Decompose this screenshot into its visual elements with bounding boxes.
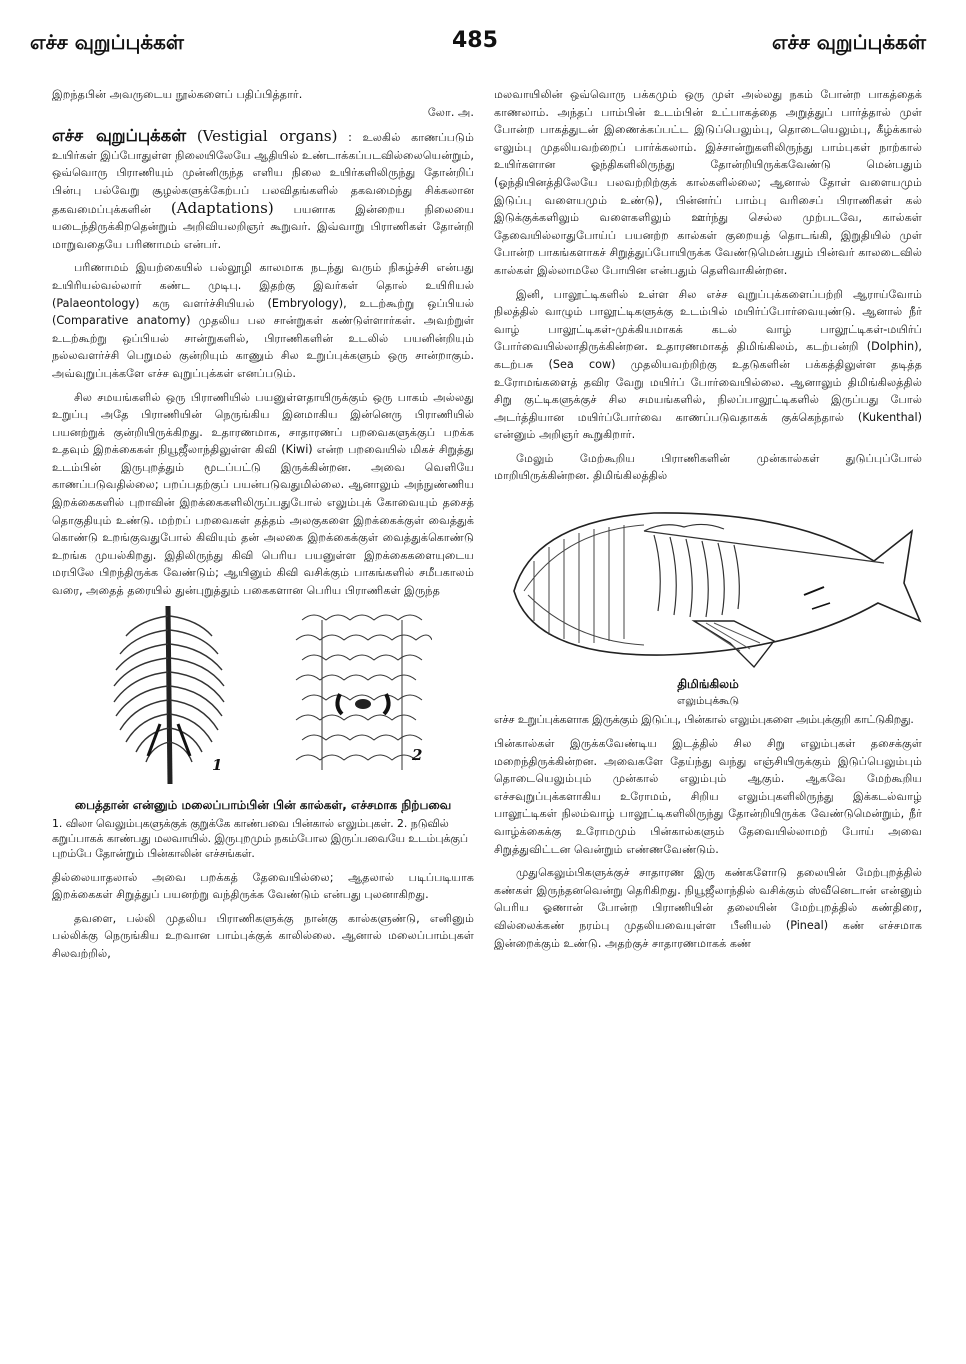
paragraph: மேலும் மேற்கூறிய பிராணிகளின் முன்கால்கள் துடுப்புப்போல் மாறியிருக்கின்றன. திமிங்கிலத்தில் bbox=[494, 451, 922, 483]
paragraph: தவளை, பல்லி முதலிய பிராணிகளுக்கு நான்கு கால்களுண்டு, எனினும் பல்லிக்கு நெருங்கிய உறவான பாம்புக்குக் காலில்லை. ஆனால் மலைப்பாம்புகள் சிலவற்றில், bbox=[52, 911, 474, 960]
running-head-left: எச்ச வுறுப்புக்கள் bbox=[30, 30, 184, 54]
page-number: 485 bbox=[452, 28, 498, 53]
python-figure-caption-text: 1. விலா வெலும்புகளுக்குக் குறுக்கே காண்பவை பின்கால் எலும்புகள். 2. நடுவில் கறுப்பாகக் காண்பது மலவாயில். இருபுறமும் நகம்போல இருப்பவையே உடம்புக்குப் புறம்பே தோன்றும் பின்காலின் எச்சங்கள். bbox=[52, 816, 468, 860]
whale-figure-caption-title: திமிங்கிலம் bbox=[677, 677, 739, 692]
figure-label-2: 2 bbox=[412, 745, 423, 764]
paragraph-text: பயனாக இன்றைய நிலையை யடைந்திருக்கிறதென்றும் அறிவியலறிஞர் கூறுவர். இவ்வாறு பிராணிகள் தோன்றி மாறுவதையே பரிணாமம் என்பர். bbox=[52, 202, 475, 251]
paragraph-text: இறந்தபின் அவருடைய நூல்களைப் பதிப்பித்தார். bbox=[52, 88, 303, 101]
whale-figure-caption-text: எச்ச உறுப்புக்களாக இருக்கும் இடுப்பு, பின்கால் எலும்புகளை அம்புக்குறி காட்டுகிறது. bbox=[494, 713, 914, 727]
latin-term: (Adaptations) bbox=[170, 198, 274, 217]
entry-latin-term: (Vestigial organs) bbox=[196, 127, 338, 146]
entry-headword: எச்ச வுறுப்புக்கள் bbox=[52, 126, 187, 146]
paragraph: இனி, பாலூட்டிகளில் உள்ள சில எச்ச வுறுப்புக்களைப்பற்றி ஆராய்வோம் நிலத்தில் வாழும் பாலூட்டிகளுக்கு உடம்பில் மயிர்ப்போர்வையுண்டு. ஆனால் நீர் வாழ் பாலூட்டிகள்-முக்கியமாகக் கடல் வாழ் பாலூட்டிகள்-மயிர்ப் போர்வையில்லாதிருக்கின்றன. உதாரணமாகத் திமிங்கிலம், கடற்பன்றி (Dolphin), கடற்பசு (Sea cow) முதலியவற்றிற்கு உதடுகளின் பக்கத்திலுள்ள தடித்த உரோமங்களைத் தவிர வேறு மயிர்ப் போர்வையில்லை. ஆனாலும் திமிங்கிலத்தில் சிறு குட்டிகளுக்குச் சில சமயங்களில், நிலப்பாலூட்டிகளில் இருப்பது போல் அடர்த்தியான மயிர்ப்போர்வை காணப்படுவதாகக் குக்கெந்தால் (Kukenthal) என்னும் அறிஞர் கூறுகிறார். bbox=[494, 287, 922, 442]
left-column bbox=[52, 86, 474, 969]
running-head-right: எச்ச வுறுப்புக்கள் bbox=[772, 30, 926, 54]
whale-skeleton-illustration bbox=[494, 491, 922, 671]
right-column bbox=[494, 86, 922, 958]
whale-figure-caption-subtitle: எலும்புக்கூடு bbox=[677, 695, 739, 708]
author-initials: லோ. அ. bbox=[427, 105, 474, 119]
paragraph: தில்லையாதலால் அவை பறக்கத் தேவையில்லை; ஆதலால் படிப்படியாக இறக்கைகள் சிறுத்துப் பயனற்று வந்திருக்க வேண்டும் என்பது புலனாகிறது. bbox=[52, 870, 474, 902]
paragraph: சில சமயங்களில் ஒரு பிராணியில் பயனுள்ளதாயிருக்கும் ஒரு பாகம் அல்லது உறுப்பு அதே பிராணியின் நெருங்கிய இனமாகிய இன்னெரு பிராணியில் பயனற்றுக் குன்றியிருக்கிறது. உதாரணமாக, சாதாரணப் பறவைகளுக்குப் பறக்க உதவும் இறக்கைகள் நியூஜீலாந்திலுள்ள கிவி (Kiwi) என்ற பறவையில் மிகச் சிறுத்து உடம்பின் இருபுறத்தும் மூடப்பட்டு இருக்கின்றன. அவை வெளியே காணப்படுவதில்லை; பறப்பதற்குப் பயன்படுவதுமில்லை. ஆனாலும் அந்நுண்ணிய இறக்கைகளில் புறாவின் இறக்கைகளிலிருப்பதுபோல் எலும்புக் கோவையும் தசைத் தொகுதியும் உண்டு. மற்றப் பறவைகள் தத்தம் அலகுகளை இறக்கைக்குள் வைத்துக் கொண்டு உறங்குவதுபோல் கிவியும் தன் அலகை இறக்கைக்குள் வைத்துக்கொண்டு உறங்க முயல்கிறது. இதிலிருந்து கிவி பெரிய பயனுள்ள இறக்கைகளையுடைய மரபிலே பிறந்திருக்க வேண்டும்; ஆயினும் கிவி வசிக்கும் பாகங்களில் சமீபகாலம் வரை, அதைத் தரையில் துன்புறுத்தும் பகைகளான பெரிய பிராணிகள் இருந்த bbox=[52, 390, 474, 598]
paragraph: முதுகெலும்பிகளுக்குச் சாதாரண இரு கண்களோடு தலையின் மேற்புறத்தில் கண்கள் இருந்தனவென்று தெரிகிறது. நியூஜீலாந்தில் வசிக்கும் ஸ்வீனெடான் என்னும் பெரிய ஓணான் போன்ற பிராணியின் தலையின் மேற்புறத்தில் கண்திரை, வில்லைக்கண் நரம்பு முதலியவையுள்ள பீனியல் (Pineal) கண் எச்சமாக இன்றைக்கும் உண்டு. அதற்குச் சாதாரணமாகக் கண் bbox=[494, 866, 922, 950]
paragraph-text: : உலகில் காணப்படும் உயிர்கள் இப்போதுள்ள நிலையிலேயே ஆதியில் உண்டாக்கப்படவில்லையென்றும், ஒவ்வொரு பிராணியும் முன்னிருந்த எளிய நிலை உயிர்களிலிருந்து தோன்றிப் பின்பு பல்வேறு சூழல்களுக்கேற்பப் பலவிதங்களில் தகவமைந்து சிக்கலான தகவமைப்புக்களின் bbox=[52, 131, 475, 216]
figure-label-1: 1 bbox=[212, 755, 223, 774]
paragraph: பின்கால்கள் இருக்கவேண்டிய இடத்தில் சில சிறு எலும்புகள் தசைக்குள் மறைந்திருக்கின்றன. அவைகளே தேய்ந்து வந்து எஞ்சியிருக்கும் இடுப்பெலும்பும் தொடையெலும்பும் முன்கால் எலும்பும் ஆகும். ஆகவே மேற்கூறிய எச்சவுறுப்புக்களாகிய உரோமம், சிறிய எலும்புகளிலிருந்து இக்கடல்வாழ் பாலூட்டிகள் நிலம்வாழ் பாலூட்டிகளிலிருந்து தோன்றியிருக்க வேண்டுமென்றும், நீர் வாழ்க்கைக்கு உரோமமும் பின்கால்களும் தேவையில்லாமற் போய் அவை சிறுத்துவிட்டன வென்றும் எண்ணவேண்டும். bbox=[494, 737, 922, 856]
entry-vestigial-organs bbox=[52, 127, 474, 253]
whale-figure bbox=[494, 491, 922, 675]
python-figure-caption-title: பைத்தான் என்னும் மலைப்பாம்பின் பின் கால்கள், எச்சமாக நிற்பவை bbox=[74, 797, 452, 812]
python-skeleton-illustration bbox=[90, 606, 260, 786]
python-figure bbox=[52, 606, 474, 796]
paragraph: மலவாயிலின் ஒவ்வொரு பக்கமும் ஒரு முள் அல்லது நகம் போன்ற பாகத்தைக் காணலாம். அந்தப் பாம்பின் உடம்பின் உட்பாகத்தை அறுத்துப் பார்த்தால் முள் போன்ற பாகத்துடன் இணைக்கப்பட்ட இடுப்பெலும்பு, தொடையெலும்பு, கீழ்க்கால் எலும்பு முதலியவற்றைப் பார்க்கலாம். இச்சான்றுகளிலிருந்து பாம்புகள் நாற்கால் உயிர்களான ஓந்திகளிலிருந்து தோன்றியிருக்கவேண்டு மென்பதும் (ஓந்தியினத்திலேயே பலவற்றிற்குக் கால்களில்லை; ஆனால் தோள் வளையமும் இடுப்பு வளையமும் உண்டு), பின்னர்ப் பாம்பு வரிசைப் பிராணிகள் கல் இடுக்குக்களிலும் வளைகளிலும் ஊர்ந்து செல்ல முற்படவே, கால்கள் தேவையில்லாதுபோய்ப் பயனற்ற கால்கள் குறையத் தொடங்கி, இறுதியில் முள் போன்ற பாகங்களாகச் சிறுத்துப்போயிருக்க வேண்டுமென்பதும் பின்வர் காலடைவில் கால்கள் இல்லாமலே போயின என்பதும் தெளிவாகின்றன. bbox=[494, 88, 922, 277]
paragraph-author-note bbox=[52, 86, 474, 121]
python-scales-illustration bbox=[292, 610, 432, 780]
paragraph: பரிணாமம் இயற்கையில் பல்லூழி காலமாக நடந்து வரும் நிகழ்ச்சி என்பது உயிரியல்வல்லார் கண்ட முடிபு. இதற்கு இவர்கள் தொல் உயிரியல் (Palaeontology) கரு வளர்ச்சியியல் (Embryology), உடற்கூற்று ஒப்பியல் (Comparative anatomy) முதலிய பல சான்றுகள் கண்டுள்ளார்கள். அவற்றுள் உடற்கூற்று ஒப்பியல் சான்றுகளில், பிராணிகளின் உடலில் பயனின்றியும் நல்லவளர்ச்சி பெறுமல் குன்றியும் காணும் சில உறுப்புக்களும் ஒரு சான்றாகும். அவ்வுறுப்புக்களே எச்ச வுறுப்புக்கள் எனப்படும். bbox=[52, 261, 474, 380]
